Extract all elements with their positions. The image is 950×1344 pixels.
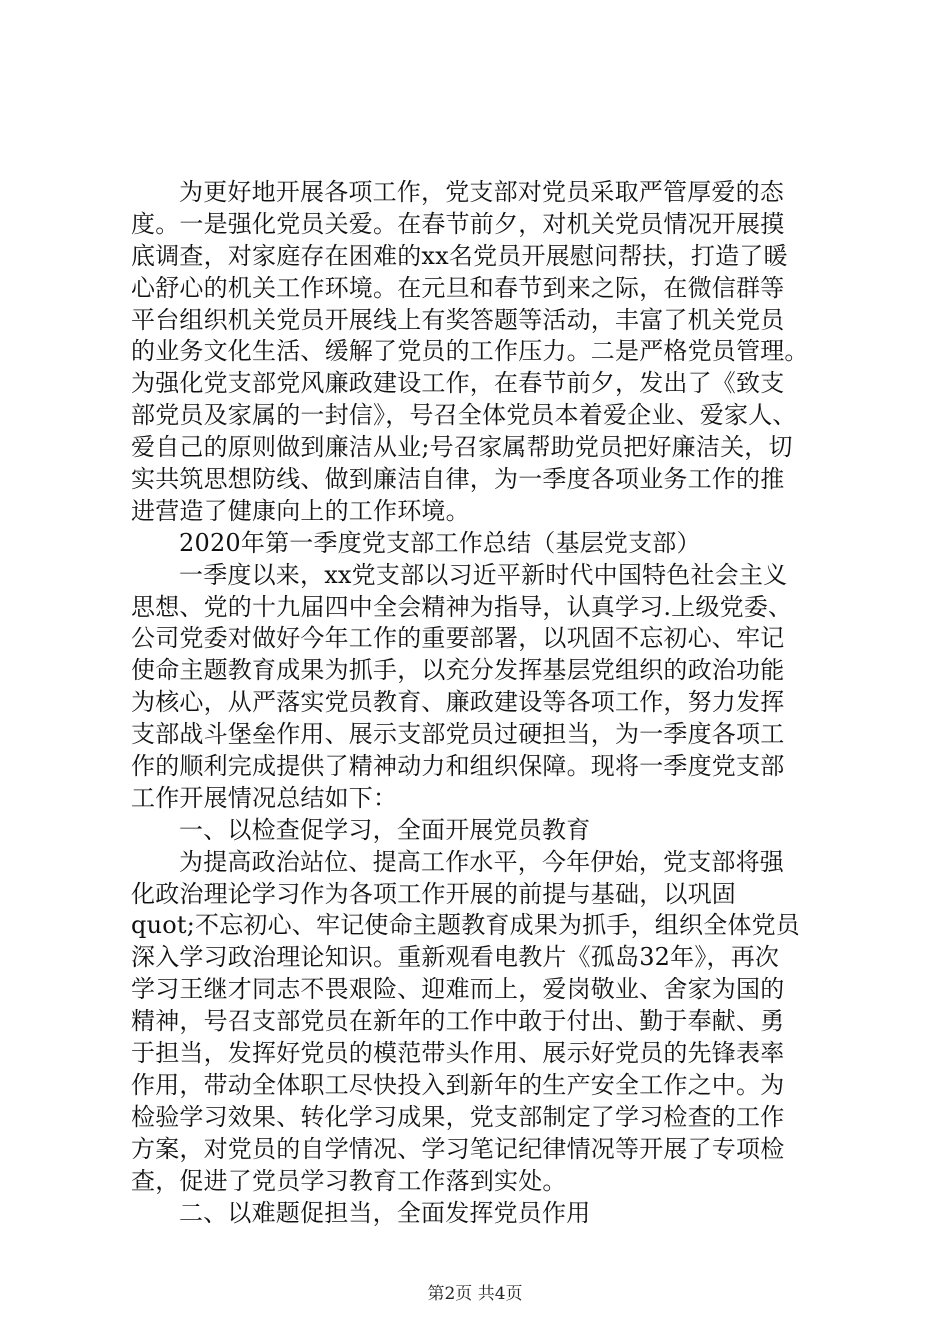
- text-line: 心舒心的机关工作环境。在元旦和春节到来之际，在微信群等: [131, 273, 785, 302]
- text-line: 精神，号召支部党员在新年的工作中敢于付出、勤于奉献、勇: [131, 1007, 785, 1036]
- document-body: [131, 177, 851, 1229]
- text-line: 方案，对党员的自学情况、学习笔记纪律情况等开展了专项检: [131, 1134, 785, 1163]
- text-line: 作用，带动全体职工尽快投入到新年的生产安全工作之中。为: [131, 1070, 785, 1099]
- text-line: 为核心，从严落实党员教育、廉政建设等各项工作，努力发挥: [131, 688, 785, 717]
- text-line: 思想、党的十九届四中全会精神为指导，认真学习.上级党委、: [131, 592, 793, 621]
- text-line: 学习王继才同志不畏艰险、迎难而上，爱岗敬业、舍家为国的: [131, 975, 785, 1004]
- text-line: 二、以难题促担当，全面发挥党员作用: [179, 1198, 591, 1227]
- text-line: 于担当，发挥好党员的模范带头作用、展示好党员的先锋表率: [131, 1039, 785, 1068]
- text-line: 实共筑思想防线、做到廉洁自律，为一季度各项业务工作的推: [131, 465, 785, 494]
- text-line: 检验学习效果、转化学习成果，党支部制定了学习检查的工作: [131, 1102, 785, 1131]
- text-line: 为提高政治站位、提高工作水平，今年伊始，党支部将强: [179, 847, 784, 876]
- paragraph-p3: [131, 847, 851, 1198]
- text-line: 爱自己的原则做到廉洁从业;号召家属帮助党员把好廉洁关，切: [131, 433, 793, 462]
- text-line: 度。一是强化党员关爱。在春节前夕，对机关党员情况开展摸: [131, 209, 785, 238]
- text-line: 为更好地开展各项工作，党支部对党员采取严管厚爱的态: [179, 178, 784, 206]
- text-line: 平台组织机关党员开展线上有奖答题等活动，丰富了机关党员: [131, 305, 785, 334]
- text-line: 支部战斗堡垒作用、展示支部党员过硬担当，为一季度各项工: [131, 720, 785, 749]
- paragraph-p1: [131, 177, 851, 528]
- text-line: 底调查，对家庭存在困难的xx名党员开展慰问帮扶，打造了暖: [131, 241, 788, 270]
- text-line: 公司党委对做好今年工作的重要部署，以巩固不忘初心、牢记: [131, 624, 785, 653]
- text-line: 工作开展情况总结如下：: [131, 783, 398, 812]
- text-line: quot;不忘初心、牢记使命主题教育成果为抓手，组织全体党员: [131, 911, 800, 940]
- text-line: 的业务文化生活、缓解了党员的工作压力。二是严格党员管理。: [131, 337, 809, 366]
- page-footer: 第2页 共4页: [427, 1284, 523, 1304]
- paragraph-h1: [131, 815, 851, 847]
- text-line: 为强化党支部党风廉政建设工作，在春节前夕，发出了《致支: [131, 369, 785, 398]
- text-line: 作的顺利完成提供了精神动力和组织保障。现将一季度党支部: [131, 752, 785, 781]
- text-line: 查，促进了党员学习教育工作落到实处。: [131, 1166, 567, 1195]
- text-line: 进营造了健康向上的工作环境。: [131, 496, 470, 525]
- text-line: 2020年第一季度党支部工作总结（基层党支部）: [179, 528, 701, 557]
- text-line: 深入学习政治理论知识。重新观看电教片《孤岛32年》，再次: [131, 943, 780, 972]
- text-line: 一、以检查促学习，全面开展党员教育: [179, 815, 591, 844]
- text-line: 部党员及家属的一封信》，号召全体党员本着爱企业、爱家人、: [131, 401, 797, 430]
- paragraph-h2: [131, 1198, 851, 1230]
- paragraph-p2: [131, 560, 851, 815]
- text-line: 化政治理论学习作为各项工作开展的前提与基础，以巩固: [131, 879, 736, 908]
- paragraph-title: [131, 528, 851, 560]
- text-line: 使命主题教育成果为抓手，以充分发挥基层党组织的政治功能: [131, 656, 785, 685]
- text-line: 一季度以来，xx党支部以习近平新时代中国特色社会主义: [179, 560, 788, 589]
